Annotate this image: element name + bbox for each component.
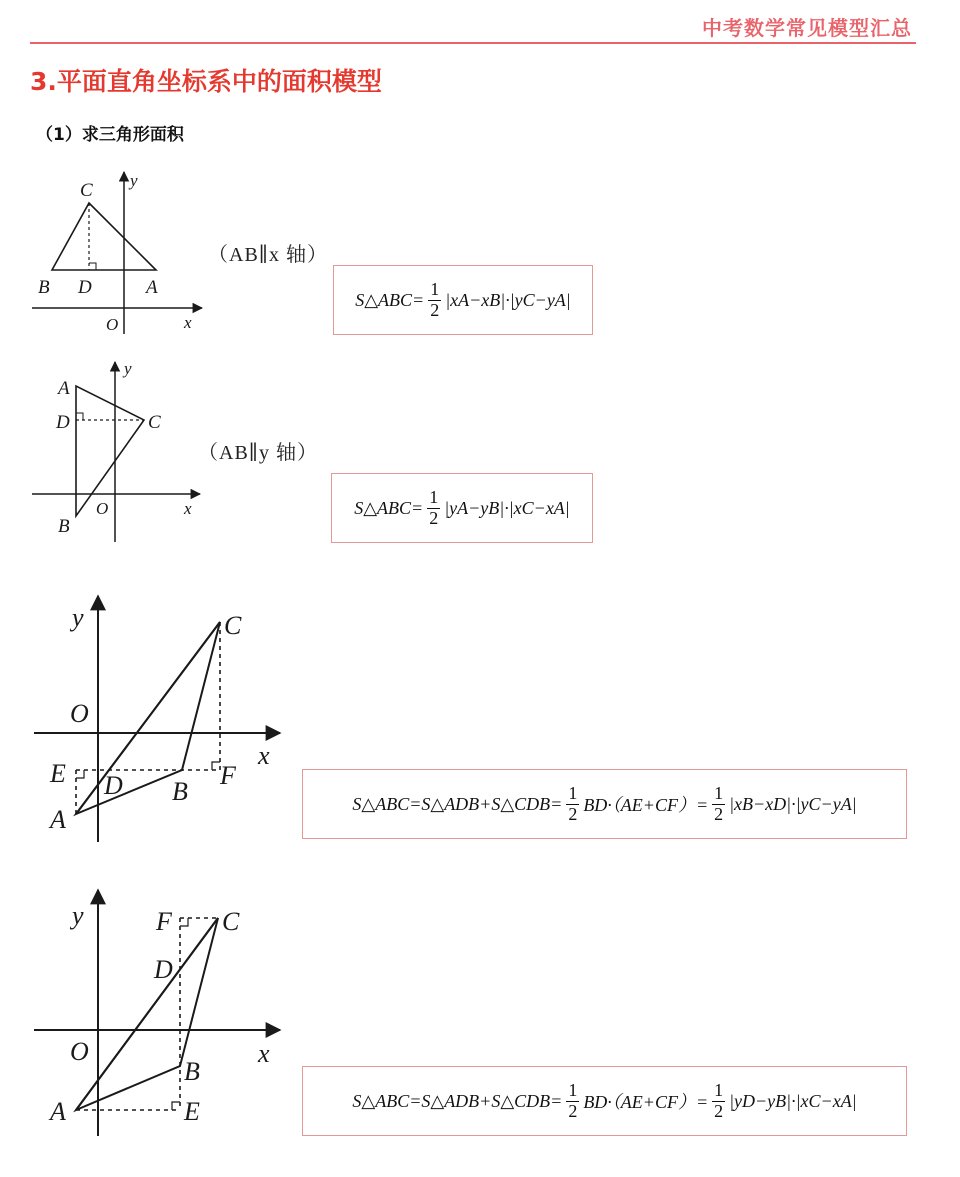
label-o: O — [96, 499, 109, 518]
formula-rhs: |xB−xD|·|yC−yA| — [729, 793, 857, 814]
formula-rhs: |yD−yB|·|xC−xA| — [729, 1090, 857, 1111]
subsection-title: （1）求三角形面积 — [36, 125, 184, 145]
header-title: 中考数学常见模型汇总 — [702, 16, 912, 40]
formula-lhs: S△ABC=S△ADB+S△CDB= — [352, 1090, 563, 1111]
right-angle-mark-f — [180, 918, 188, 926]
label-d: D — [78, 277, 92, 298]
formula-rhs: |xA−xB|·|yC−yA| — [445, 289, 571, 310]
label-c: C — [224, 611, 242, 640]
label-d: D — [104, 771, 123, 800]
label-f: F — [156, 907, 172, 936]
formula-lhs: S△ABC=S△ADB+S△CDB= — [352, 793, 563, 814]
label-d: D — [154, 955, 173, 984]
label-b: B — [38, 277, 50, 298]
right-angle-mark-e — [76, 770, 84, 778]
right-angle-mark-e — [172, 1102, 180, 1110]
label-o: O — [106, 315, 119, 334]
fraction-half-2: $\frac{1}{2}$ — [714, 1079, 724, 1121]
label-y: y — [130, 171, 138, 190]
figure-1-note: （AB∥x 轴） — [208, 244, 329, 266]
figure-1-diagram — [28, 168, 208, 340]
label-a: A — [146, 277, 158, 298]
label-c: C — [222, 907, 240, 936]
formula-box-4 — [302, 1066, 907, 1136]
label-b: B — [58, 516, 70, 537]
label-e: E — [184, 1097, 200, 1126]
label-a: A — [50, 805, 66, 834]
formula-box-1 — [333, 265, 593, 335]
figure-3-diagram — [30, 590, 290, 846]
label-d: D — [56, 412, 70, 433]
triangle-abc — [52, 203, 156, 270]
right-angle-mark — [89, 263, 96, 270]
section-title: 3.平面直角坐标系中的面积模型 — [30, 67, 382, 96]
right-angle-mark-f — [212, 762, 220, 770]
label-c: C — [148, 412, 161, 433]
label-c: C — [80, 180, 93, 201]
label-f: F — [220, 761, 236, 790]
formula-rhs: |yA−yB|·|xC−xA| — [444, 497, 570, 518]
label-a: A — [50, 1097, 66, 1126]
label-x: x — [184, 313, 192, 332]
label-y: y — [124, 359, 132, 378]
label-b: B — [172, 777, 188, 806]
formula-box-3 — [302, 769, 907, 839]
formula-lhs: S△ABC= — [355, 289, 425, 310]
figure-4-diagram — [30, 884, 290, 1140]
fraction-half: $\frac{1}{2}$ — [568, 1079, 578, 1121]
label-b: B — [184, 1057, 200, 1086]
label-x: x — [184, 499, 192, 518]
formula-mid: BD·（AE+CF）= — [583, 795, 709, 815]
figure-2-diagram — [28, 358, 208, 544]
label-x: x — [258, 1039, 270, 1068]
header-rule — [30, 42, 916, 44]
right-angle-mark — [76, 413, 83, 420]
label-e: E — [50, 759, 66, 788]
label-o: O — [70, 699, 89, 728]
formula-lhs: S△ABC= — [354, 497, 424, 518]
fraction-half: $\frac{1}{2}$ — [429, 486, 439, 528]
label-a: A — [58, 378, 70, 399]
fraction-half-2: $\frac{1}{2}$ — [714, 782, 724, 824]
label-y: y — [72, 901, 84, 930]
label-o: O — [70, 1037, 89, 1066]
formula-box-2 — [331, 473, 593, 543]
formula-mid: BD·（AE+CF）= — [583, 1092, 709, 1112]
label-y: y — [72, 603, 84, 632]
label-x: x — [258, 741, 270, 770]
fraction-half: $\frac{1}{2}$ — [568, 782, 578, 824]
triangle-abc — [76, 386, 144, 516]
figure-2-note: （AB∥y 轴） — [198, 442, 319, 464]
fraction-half: $\frac{1}{2}$ — [430, 278, 440, 320]
